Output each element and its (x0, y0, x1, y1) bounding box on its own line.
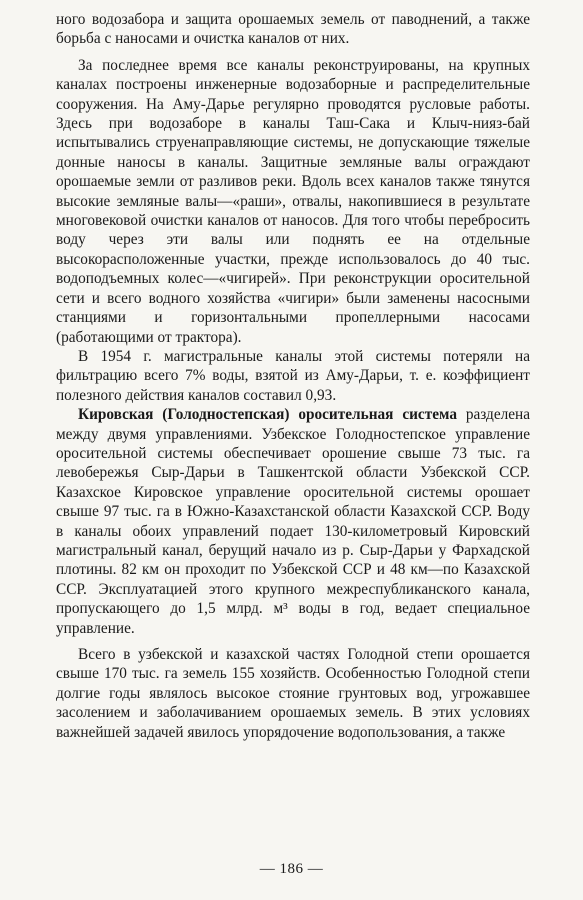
paragraph-5: Всего в узбекской и казахской частях Голодной степи орошается свыше 170 тыс. га земель 155 хозяйств. Особенностью Голодной степи долгие годы являлось высокое стояние грунтовых вод, угрожавшее засолением и заболачиванием орошаемых земель. В этих условиях важнейшей задачей явилось упорядочение водопользования, а также (56, 646, 530, 741)
paragraph-4-text: разделена между двумя управлениями. Узбекское Голодностепское управление оросительной системы обеспечивает орошение свыше 73 тыс. га левобережья Сыр-Дарьи в Ташкентской области Узбекской ССР. Казахское Кировское управление оросительной системы орошает свыше 97 тыс. га в Южно-Казахстанской области Казахской ССР. Воду в каналы обоих управлений подает 130-километровый Кировский магистральный канал, берущий начало из р. Сыр-Дарьи у Фархадской плотины. 82 км он проходит по Узбекской ССР и 48 км—по Казахской ССР. Эксплуатацией этого крупного межреспубликанского канала, пропускающего до 1,5 млрд. м³ воды в год, ведает специальное управление. (56, 406, 531, 637)
page-number: — 186 — (259, 861, 324, 877)
paragraph-3: В 1954 г. магистральные каналы этой системы потеряли на фильтрацию всего 7% воды, взятой из Аму-Дарьи, т. е. коэффициент полезного действия каналов составил 0,93. (56, 347, 530, 404)
section-heading-inline: Кировская (Голодностепская) оросительная система (78, 406, 457, 424)
paragraph-4 (56, 405, 530, 638)
paragraph-1: ного водозабора и защита орошаемых земель от паводнений, а также борьба с наносами и очистка каналов от них. (56, 11, 530, 48)
paragraph-2: За последнее время все каналы реконструированы, на крупных каналах построены инженерные водозаборные и распределительные сооружения. На Аму-Дарье регулярно проводятся русловые работы. Здесь при водозаборе в каналы Таш-Сака и Клыч-нияз-бай испытывались струенаправляющие системы, не допускающие тяжелые донные наносы в каналы. Защитные земляные валы ограждают орошаемые земли от разливов реки. Вдоль всех каналов также тянутся высокие земляные валы—«раши», отвалы, накопившиеся в результате многовековой очистки каналов от наносов. Для того чтобы перебросить воду через эти валы или поднять ее на отдельные высокорасположенные участки, прежде использовалось до 40 тыс. водоподъемных колес—«чигирей». При реконструкции оросительной сети и всего водного хозяйства «чигири» были заменены насосными станциями и горизонтальными пропеллерными насосами (работающими от трактора). (56, 56, 530, 346)
page-body (56, 10, 530, 742)
